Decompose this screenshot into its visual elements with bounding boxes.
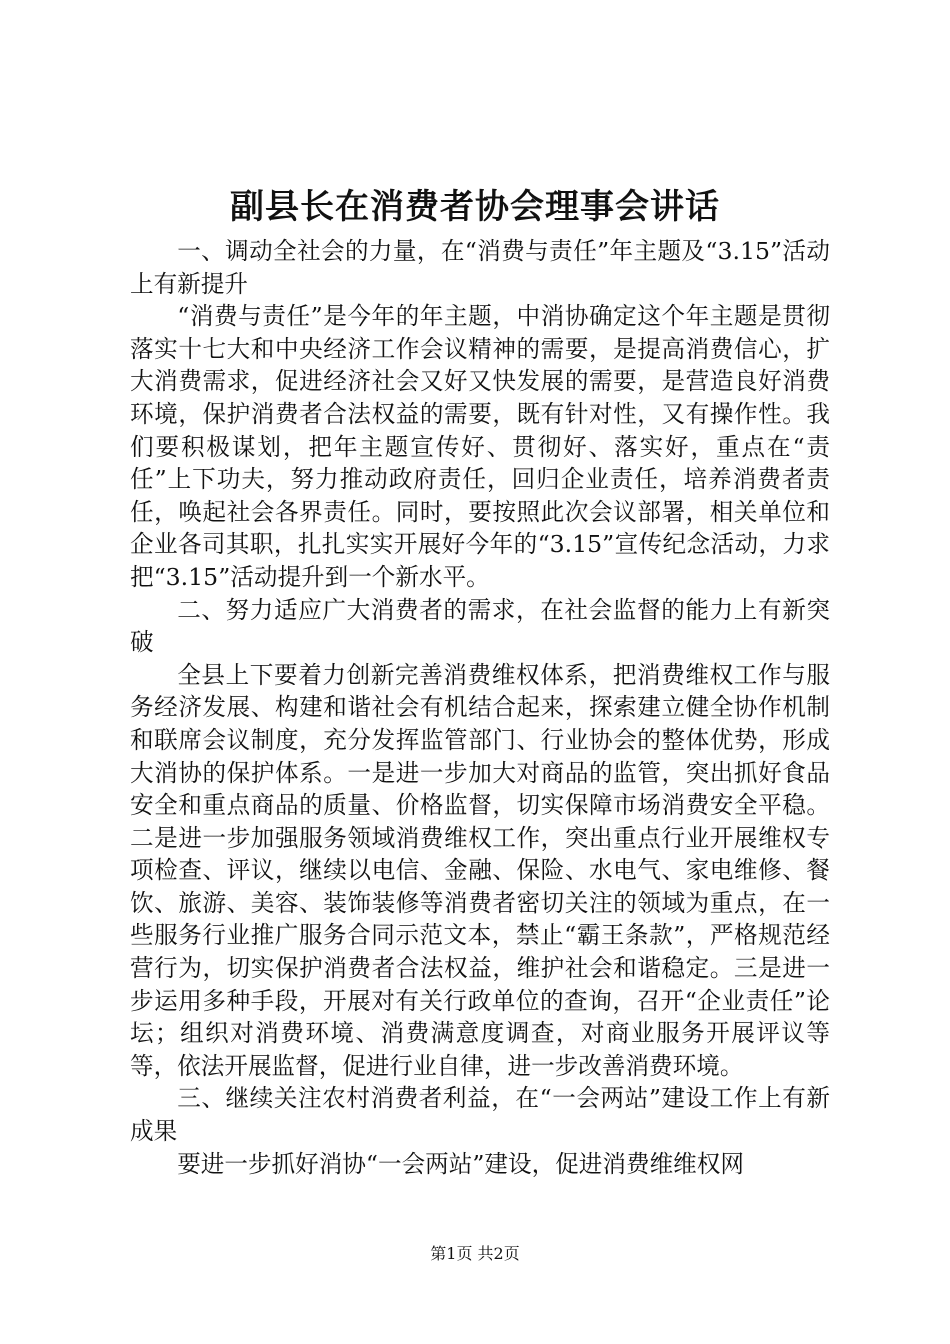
section-3-paragraph: 要进一步抓好消协“一会两站”建设，促进消费维维权网 xyxy=(177,1149,744,1178)
document-body xyxy=(130,235,830,1180)
section-2-paragraph: 全县上下要着力创新完善消费维权体系，把消费维权工作与服务经济发展、构建和谐社会有机结合起来，探索建立健全协作机制和联席会议制度，充分发挥监管部门、行业协会的整体优势，形成大消协的保护体系。一是进一步加大对商品的监管，突出抓好食品安全和重点商品的质量、价格监督，切实保障市场消费安全平稳。二是进一步加强服务领域消费维权工作，突出重点行业开展维权专项检查、评议，继续以电信、金融、保险、水电气、家电维修、餐饮、旅游、美容、装饰装修等消费者密切关注的领域为重点，在一些服务行业推广服务合同示范文本，禁止“霸王条款”，严格规范经营行为，切实保护消费者合法权益，维护社会和谐稳定。三是进一步运用多种手段，开展对有关行政单位的查询，召开“企业责任”论坛；组织对消费环境、消费满意度调查，对商业服务开展评议等等，依法开展监督，促进行业自律，进一步改善消费环境。 xyxy=(130,660,830,1080)
section-2-heading: 二、努力适应广大消费者的需求，在社会监督的能力上有新突破 xyxy=(130,595,830,657)
document-title: 副县长在消费者协会理事会讲话 xyxy=(230,187,720,227)
section-1-paragraph: “消费与责任”是今年的年主题，中消协确定这个年主题是贯彻落实十七大和中央经济工作会议精神的需要，是提高消费信心，扩大消费需求，促进经济社会又好又快发展的需要，是营造良好消费环境，保护消费者合法权益的需要，既有针对性，又有操作性。我们要积极谋划，把年主题宣传好、贯彻好、落实好，重点在“责任”上下功夫，努力推动政府责任，回归企业责任，培养消费者责任，唤起社会各界责任。同时，要按照此次会议部署，相关单位和企业各司其职，扎扎实实开展好今年的“3.15”宣传纪念活动，力求把“3.15”活动提升到一个新水平。 xyxy=(130,302,830,591)
section-1-heading: 一、调动全社会的力量，在“消费与责任”年主题及“3.15”活动上有新提升 xyxy=(130,237,830,298)
section-3-heading: 三、继续关注农村消费者利益，在“一会两站”建设工作上有新成果 xyxy=(130,1084,830,1146)
page-number-footer: 第1页 共2页 xyxy=(430,1244,520,1263)
